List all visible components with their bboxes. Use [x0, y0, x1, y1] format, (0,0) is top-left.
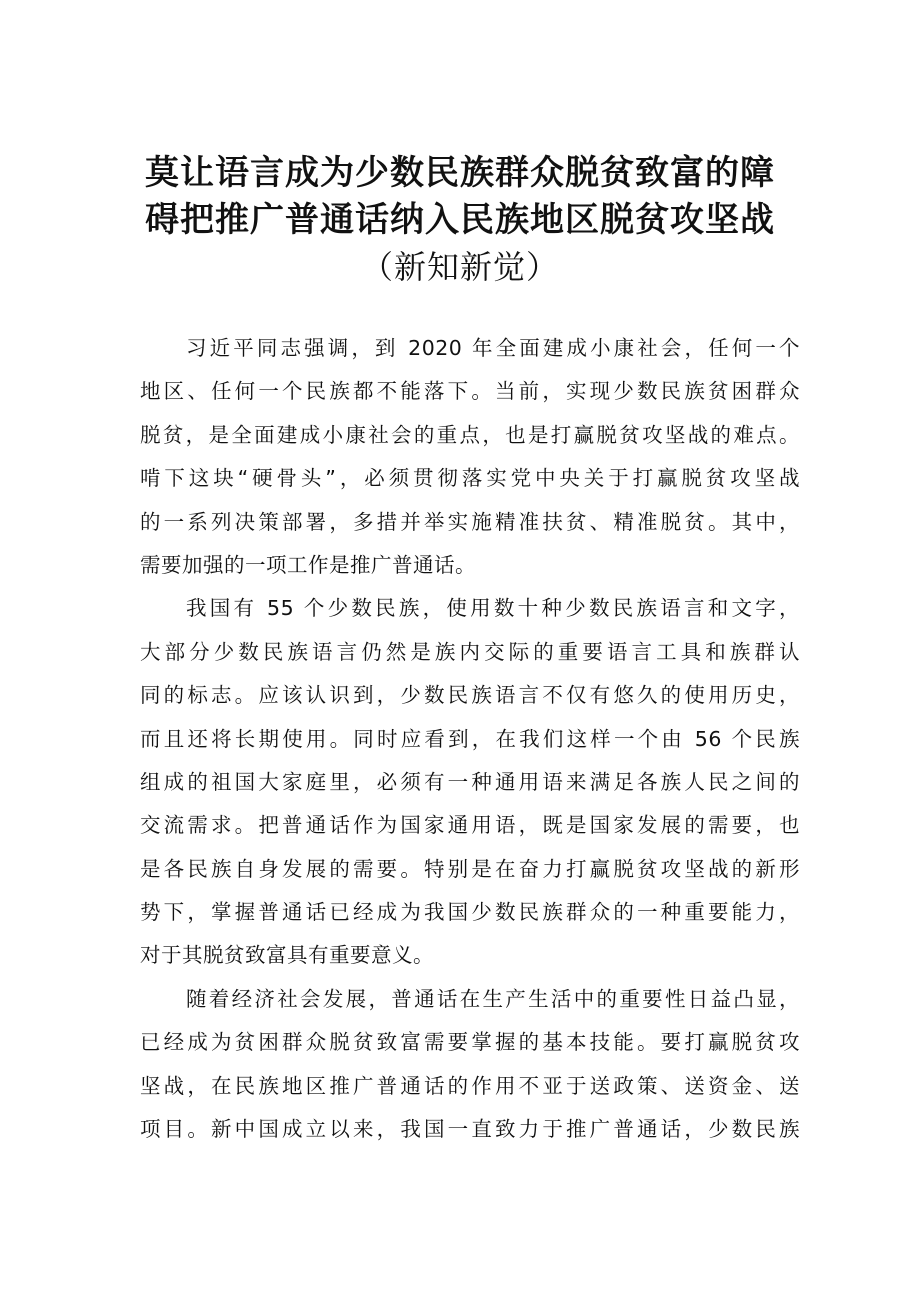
title-line-3: （新知新觉）	[360, 248, 559, 286]
paragraph-line: 我国有 55 个少数民族，使用数十种少数民族语言和文字，	[186, 596, 800, 621]
paragraph-2	[140, 587, 800, 978]
paragraph-line: 啃下这块“硬骨头”，必须贯彻落实党中央关于打赢脱贫攻坚战	[140, 466, 800, 491]
paragraph-1	[140, 327, 800, 587]
paragraph-line: 已经成为贫困群众脱贫致富需要掌握的基本技能。要打赢脱贫攻	[140, 1030, 800, 1055]
paragraph-line: 地区、任何一个民族都不能落下。当前，实现少数民族贫困群众	[140, 379, 800, 404]
paragraph-line: 坚战，在民族地区推广普通话的作用不亚于送政策、送资金、送	[140, 1073, 800, 1098]
paragraph-line: 组成的祖国大家庭里，必须有一种通用语来满足各族人民之间的	[140, 769, 800, 794]
document-body	[140, 327, 800, 1151]
paragraph-3	[140, 978, 800, 1152]
paragraph-line: 交流需求。把普通话作为国家通用语，既是国家发展的需要，也	[140, 813, 800, 838]
title-line-1: 莫让语言成为少数民族群众脱贫致富的障	[145, 153, 775, 193]
paragraph-line: 脱贫，是全面建成小康社会的重点，也是打赢脱贫攻坚战的难点。	[140, 422, 800, 447]
paragraph-line: 需要加强的一项工作是推广普通话。	[140, 552, 476, 577]
paragraph-line: 是各民族自身发展的需要。特别是在奋力打赢脱贫攻坚战的新形	[140, 856, 800, 881]
paragraph-line: 大部分少数民族语言仍然是族内交际的重要语言工具和族群认	[140, 639, 800, 664]
paragraph-line: 项目。新中国成立以来，我国一直致力于推广普通话，少数民族	[140, 1117, 800, 1142]
document-title	[120, 150, 800, 291]
paragraph-line: 的一系列决策部署，多措并举实施精准扶贫、精准脱贫。其中，	[140, 509, 800, 534]
title-line-2: 碍把推广普通话纳入民族地区脱贫攻坚战	[145, 200, 775, 240]
paragraph-line: 同的标志。应该认识到，少数民族语言不仅有悠久的使用历史，	[140, 683, 800, 708]
paragraph-line: 对于其脱贫致富具有重要意义。	[140, 943, 434, 968]
paragraph-line: 势下，掌握普通话已经成为我国少数民族群众的一种重要能力，	[140, 900, 800, 925]
paragraph-line: 而且还将长期使用。同时应看到，在我们这样一个由 56 个民族	[140, 726, 800, 751]
paragraph-line: 随着经济社会发展，普通话在生产生活中的重要性日益凸显，	[186, 986, 800, 1011]
paragraph-line: 习近平同志强调，到 2020 年全面建成小康社会，任何一个	[186, 336, 800, 360]
